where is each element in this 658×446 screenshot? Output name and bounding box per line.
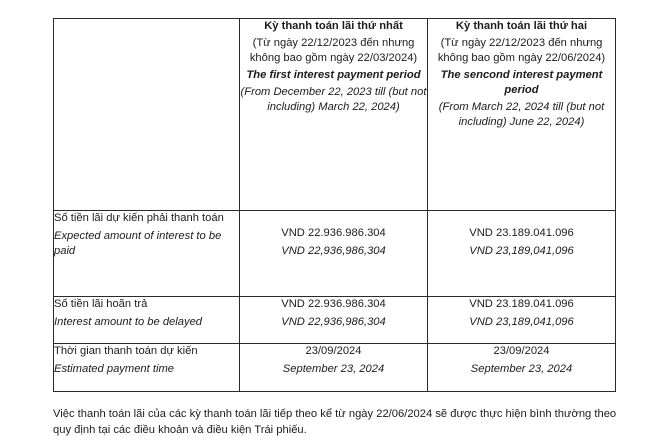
header-second-period — [428, 19, 616, 211]
row-label-en: Estimated payment time — [54, 363, 175, 375]
table-row — [54, 297, 616, 344]
value-en: September 23, 2024 — [282, 363, 385, 375]
row-value-first — [240, 211, 428, 297]
row-value-first — [240, 297, 428, 344]
row-value-second — [428, 211, 616, 297]
row-label — [54, 211, 240, 297]
value-en: VND 22,936,986,304 — [281, 245, 386, 257]
row-value-first — [240, 344, 428, 392]
row-label-vi: Số tiền lãi hoãn trả — [54, 298, 148, 310]
value-vi: VND 23.189.041.096 — [469, 298, 574, 310]
second-period-range-vi: (Từ ngày 22/12/2023 đến nhưng không bao gồm ngày 22/06/2024) — [437, 37, 606, 64]
row-value-second — [428, 344, 616, 392]
value-vi: VND 22.936.986.304 — [281, 298, 386, 310]
second-period-range-en: (From March 22, 2024 till (but not including) June 22, 2024) — [438, 101, 605, 128]
table-row — [54, 211, 616, 297]
table-row — [54, 344, 616, 392]
first-period-title-en: The first interest payment period — [246, 69, 421, 81]
second-period-title-vi: Kỳ thanh toán lãi thứ hai — [455, 20, 588, 32]
row-label — [54, 344, 240, 392]
interest-payment-table — [53, 18, 616, 392]
value-vi: 23/09/2024 — [493, 345, 550, 357]
value-en: VND 22,936,986,304 — [281, 316, 386, 328]
first-period-range-en: (From December 22, 2023 till (but not including) March 22, 2024) — [240, 86, 427, 113]
first-period-title-vi: Kỳ thanh toán lãi thứ nhất — [264, 20, 403, 32]
table-header-row — [54, 19, 616, 211]
second-period-title-en: The sencond interest payment period — [440, 69, 603, 96]
first-period-range-vi: (Từ ngày 22/12/2023 đến nhưng không bao gồm ngày 22/03/2024) — [249, 37, 418, 64]
row-value-second — [428, 297, 616, 344]
header-first-period — [240, 19, 428, 211]
value-en: September 23, 2024 — [470, 363, 573, 375]
row-label — [54, 297, 240, 344]
value-vi: VND 22.936.986.304 — [281, 227, 386, 239]
row-label-en: Expected amount of interest to be paid — [54, 230, 222, 257]
value-en: VND 23,189,041,096 — [469, 316, 574, 328]
value-vi: VND 23.189.041.096 — [469, 227, 574, 239]
row-label-vi: Số tiền lãi dự kiến phải thanh toán — [54, 212, 224, 224]
row-label-en: Interest amount to be delayed — [54, 316, 203, 328]
row-label-vi: Thời gian thanh toán dự kiến — [54, 345, 198, 357]
footnote-paragraph: Việc thanh toán lãi của các kỳ thanh toán lãi tiếp theo kể từ ngày 22/06/2024 sẽ được thực hiện bình thường theo quy định tại các điều khoản và điều kiện Trái phiếu. — [53, 408, 617, 436]
header-empty-cell — [54, 19, 240, 211]
value-en: VND 23,189,041,096 — [469, 245, 574, 257]
value-vi: 23/09/2024 — [305, 345, 362, 357]
